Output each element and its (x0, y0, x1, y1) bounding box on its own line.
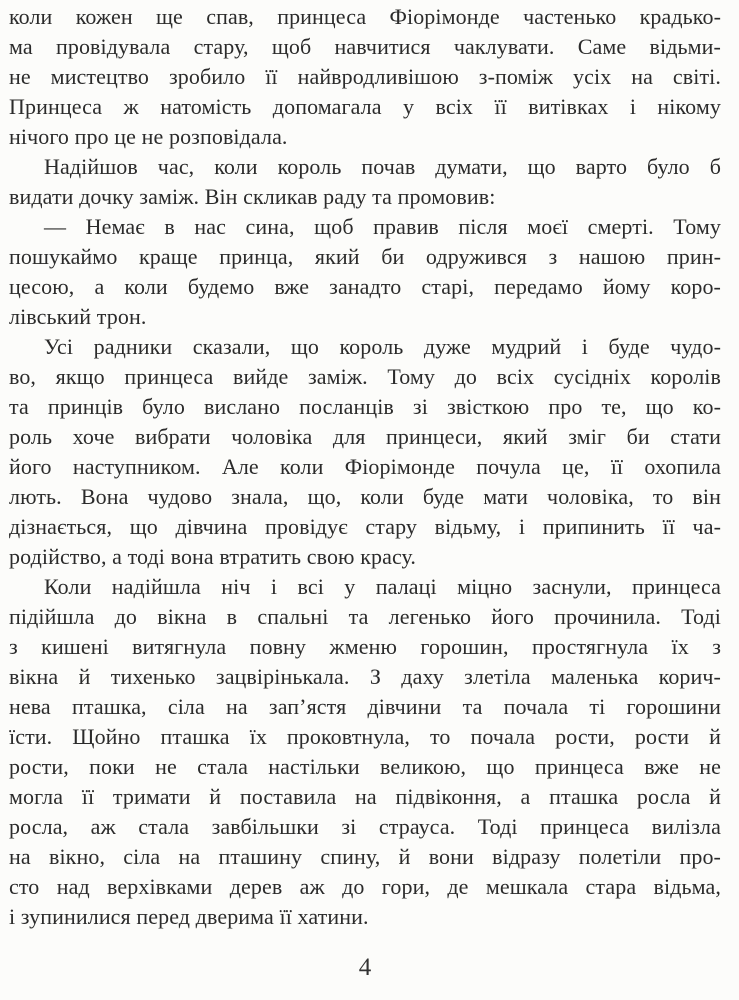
text-line: сто над верхівками дерев аж до гори, де мешкала стара відьма, (9, 874, 721, 899)
text-line: ма провідувала стару, щоб навчитися чаклувати. Саме відьми- (9, 34, 721, 59)
text-line: могла її тримати й поставила на підвіконня, а пташка росла й (9, 784, 721, 809)
page-number: 4 (358, 954, 372, 981)
text-line: — Немає в нас сина, щоб правив після моєї смерті. Тому (44, 214, 721, 239)
text-line: росла, аж стала завбільшки зі страуса. Тоді принцеса вилізла (9, 814, 721, 839)
text-line: пошукаймо краще принца, який би одружився з нашою прин- (9, 244, 721, 269)
text-line: на вікно, сіла на пташину спину, й вони відразу полетіли про- (9, 844, 721, 869)
text-block (9, 2, 721, 932)
text-line: лівський трон. (9, 304, 147, 329)
text-line: коли кожен ще спав, принцеса Фіорімонде частенько крадько- (9, 4, 721, 29)
text-line: підійшла до вікна в спальні та легенько його прочинила. Тоді (9, 604, 721, 629)
text-line: та принців було вислано посланців зі звісткою про те, що ко- (9, 394, 721, 419)
text-line: його наступником. Але коли Фіорімонде почула це, її охопила (9, 454, 721, 479)
text-line: нева пташка, сіла на зап’ястя дівчини та почала ті горошини (9, 694, 721, 719)
text-line: вікна й тихенько зацвірінькала. З даху злетіла маленька корич- (9, 664, 721, 689)
text-line: цесою, а коли будемо вже занадто старі, передамо йому коро- (9, 274, 721, 299)
text-line: видати дочку заміж. Він скликав раду та промовив: (9, 184, 496, 209)
text-line: Коли надійшла ніч і всі у палаці міцно заснули, принцеса (44, 574, 721, 599)
text-line: роль хоче вибрати чоловіка для принцеси, який зміг би стати (9, 424, 721, 449)
text-line: Усі радники сказали, що король дуже мудрий і буде чудо- (44, 334, 721, 359)
text-line: їсти. Щойно пташка їх проковтнула, то почала рости, рости й (9, 724, 721, 749)
text-line: рости, поки не стала настільки великою, що принцеса вже не (9, 754, 721, 779)
text-line: нічого про це не розповідала. (9, 124, 288, 149)
text-line: і зупинилися перед дверима її хатини. (9, 904, 369, 929)
text-line: родійство, а тоді вона втратить свою красу. (9, 544, 417, 569)
text-line: лють. Вона чудово знала, що, коли буде мати чоловіка, то він (9, 484, 721, 509)
text-line: не мистецтво зробило її найвродливішою з-поміж усіх на світі. (9, 64, 721, 89)
text-line: з кишені витягнула повну жменю горошин, простягнула їх з (9, 634, 721, 659)
text-line: во, якщо принцеса вийде заміж. Тому до всіх сусідніх королів (9, 364, 721, 389)
text-line: дізнається, що дівчина провідує стару відьму, і припинить її ча- (9, 514, 721, 539)
text-line: Надійшов час, коли король почав думати, що варто було б (44, 154, 721, 179)
text-line: Принцеса ж натомість допомагала у всіх її витівках і нікому (9, 94, 721, 119)
